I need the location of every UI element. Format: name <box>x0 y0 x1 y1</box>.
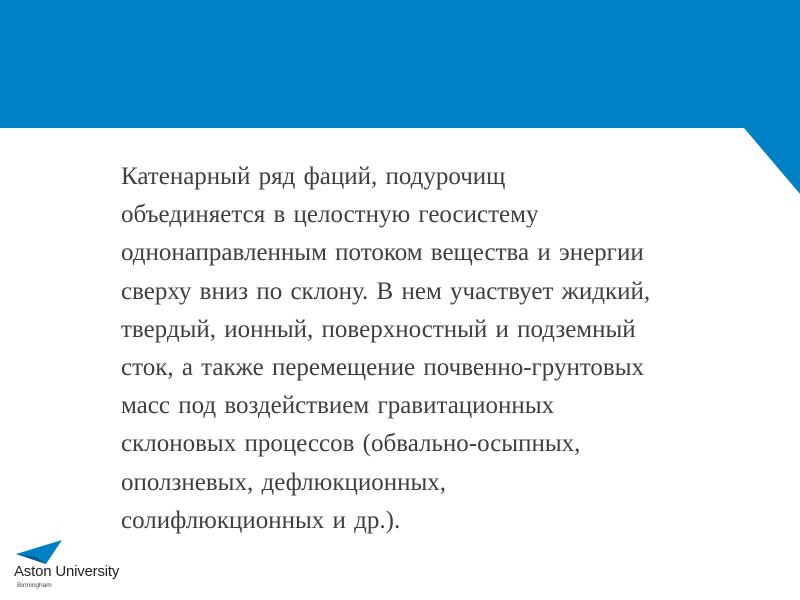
body-paragraph <box>121 158 781 540</box>
body-line: однонаправленным потоком вещества и энергии <box>121 239 644 267</box>
logo-name: Aston University <box>14 563 120 580</box>
body-line: масс под воздействием гравитационных <box>121 392 555 420</box>
aston-university-logo <box>14 540 138 590</box>
body-line: объединяется в целостную геосистему <box>121 201 539 229</box>
body-line: сток, а также перемещение почвенно-грунтовых <box>121 354 645 382</box>
body-line: сверху вниз по склону. В нем участвует жидкий, <box>121 277 651 305</box>
body-line: солифлюкционных и др.). <box>121 506 401 534</box>
logo-location: Birmingham <box>17 582 52 589</box>
body-line: Катенарный ряд фаций, подурочищ <box>121 163 506 190</box>
body-line: оползневых, дефлюкционных, <box>121 468 447 496</box>
body-line: склоновых процессов (обвально-осыпных, <box>121 430 581 458</box>
body-line: твердый, ионный, поверхностный и подземный <box>121 315 636 343</box>
